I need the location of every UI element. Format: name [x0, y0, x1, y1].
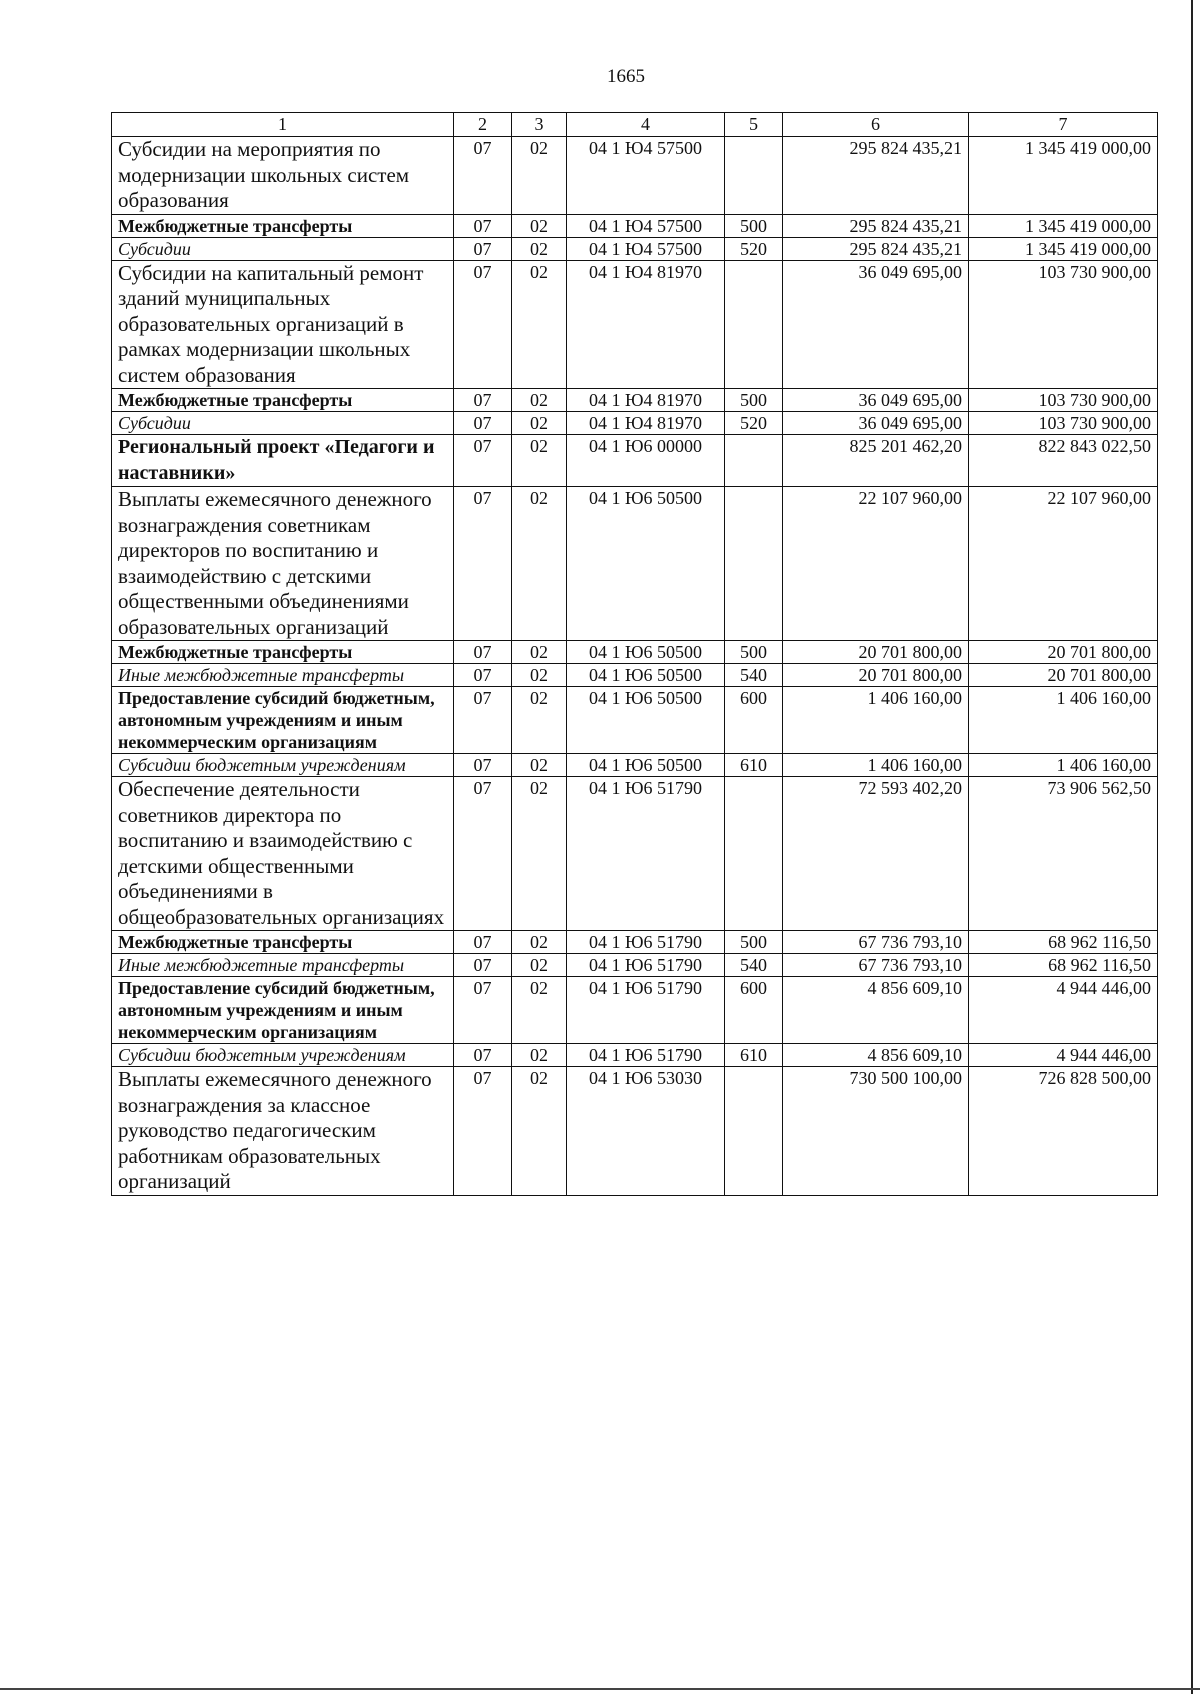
row-amount-year1: 22 107 960,00: [783, 487, 969, 641]
row-name: Иные межбюджетные трансферты: [112, 664, 454, 687]
row-target-code: 04 1 Ю4 57500: [567, 214, 725, 237]
row-amount-year1: 67 736 793,10: [783, 954, 969, 977]
row-section-code: 07: [454, 435, 512, 487]
table-row: [112, 1044, 1158, 1067]
row-name: Межбюджетные трансферты: [112, 389, 454, 412]
row-section-code: 07: [454, 641, 512, 664]
column-header-5: 5: [725, 113, 783, 137]
page-number: 1665: [607, 66, 645, 87]
row-name: Иные межбюджетные трансферты: [112, 954, 454, 977]
header-row: [112, 113, 1158, 137]
row-name: Предоставление субсидий бюджетным, автономным учреждениям и иным некоммерческим организациям: [112, 687, 454, 754]
row-target-code: 04 1 Ю6 50500: [567, 641, 725, 664]
row-target-code: 04 1 Ю4 81970: [567, 389, 725, 412]
row-amount-year2: 1 406 160,00: [969, 754, 1158, 777]
row-target-code: 04 1 Ю4 57500: [567, 137, 725, 215]
row-amount-year1: 730 500 100,00: [783, 1067, 969, 1196]
row-subsection-code: 02: [512, 487, 567, 641]
row-amount-year1: 295 824 435,21: [783, 137, 969, 215]
row-expense-type: [725, 777, 783, 931]
row-target-code: 04 1 Ю4 81970: [567, 260, 725, 389]
row-amount-year2: 4 944 446,00: [969, 977, 1158, 1044]
row-expense-type: 520: [725, 412, 783, 435]
row-subsection-code: 02: [512, 641, 567, 664]
table-row: [112, 664, 1158, 687]
table-row: [112, 260, 1158, 389]
budget-table: [111, 112, 1158, 1196]
row-amount-year1: 72 593 402,20: [783, 777, 969, 931]
row-subsection-code: 02: [512, 687, 567, 754]
row-section-code: 07: [454, 1044, 512, 1067]
row-subsection-code: 02: [512, 389, 567, 412]
row-target-code: 04 1 Ю6 50500: [567, 754, 725, 777]
row-subsection-code: 02: [512, 1067, 567, 1196]
table-row: [112, 487, 1158, 641]
row-subsection-code: 02: [512, 412, 567, 435]
row-name: Межбюджетные трансферты: [112, 214, 454, 237]
row-subsection-code: 02: [512, 777, 567, 931]
scan-edge-right: [1191, 0, 1193, 1694]
row-section-code: 07: [454, 237, 512, 260]
scan-edge-bottom: [0, 1688, 1200, 1690]
row-target-code: 04 1 Ю6 51790: [567, 977, 725, 1044]
row-section-code: 07: [454, 931, 512, 954]
row-target-code: 04 1 Ю4 57500: [567, 237, 725, 260]
row-section-code: 07: [454, 260, 512, 389]
row-amount-year2: 103 730 900,00: [969, 260, 1158, 389]
row-target-code: 04 1 Ю6 51790: [567, 777, 725, 931]
row-target-code: 04 1 Ю6 50500: [567, 687, 725, 754]
row-subsection-code: 02: [512, 214, 567, 237]
row-amount-year2: 1 345 419 000,00: [969, 214, 1158, 237]
row-amount-year2: 1 406 160,00: [969, 687, 1158, 754]
row-amount-year1: 4 856 609,10: [783, 977, 969, 1044]
row-expense-type: [725, 435, 783, 487]
row-subsection-code: 02: [512, 260, 567, 389]
row-expense-type: 600: [725, 977, 783, 1044]
table-row: [112, 777, 1158, 931]
row-expense-type: [725, 137, 783, 215]
row-amount-year2: 68 962 116,50: [969, 931, 1158, 954]
row-expense-type: 540: [725, 664, 783, 687]
row-amount-year1: 36 049 695,00: [783, 260, 969, 389]
row-expense-type: 500: [725, 641, 783, 664]
column-header-4: 4: [567, 113, 725, 137]
row-amount-year1: 4 856 609,10: [783, 1044, 969, 1067]
row-section-code: 07: [454, 687, 512, 754]
row-name: Субсидии на капитальный ремонт зданий муниципальных образовательных организаций в рамках модернизации школьных систем образования: [112, 260, 454, 389]
row-amount-year2: 822 843 022,50: [969, 435, 1158, 487]
row-amount-year1: 1 406 160,00: [783, 687, 969, 754]
row-subsection-code: 02: [512, 977, 567, 1044]
row-section-code: 07: [454, 412, 512, 435]
row-section-code: 07: [454, 977, 512, 1044]
row-amount-year1: 825 201 462,20: [783, 435, 969, 487]
row-amount-year2: 1 345 419 000,00: [969, 237, 1158, 260]
row-name: Предоставление субсидий бюджетным, автономным учреждениям и иным некоммерческим организациям: [112, 977, 454, 1044]
table-row: [112, 435, 1158, 487]
row-section-code: 07: [454, 777, 512, 931]
row-expense-type: 500: [725, 214, 783, 237]
row-target-code: 04 1 Ю6 53030: [567, 1067, 725, 1196]
row-amount-year2: 22 107 960,00: [969, 487, 1158, 641]
row-subsection-code: 02: [512, 954, 567, 977]
row-section-code: 07: [454, 754, 512, 777]
row-name: Субсидии: [112, 412, 454, 435]
table-row: [112, 412, 1158, 435]
table-row: [112, 931, 1158, 954]
row-subsection-code: 02: [512, 754, 567, 777]
row-section-code: 07: [454, 137, 512, 215]
row-section-code: 07: [454, 389, 512, 412]
row-amount-year2: 4 944 446,00: [969, 1044, 1158, 1067]
row-amount-year1: 1 406 160,00: [783, 754, 969, 777]
row-amount-year2: 726 828 500,00: [969, 1067, 1158, 1196]
table-row: [112, 214, 1158, 237]
row-expense-type: 500: [725, 931, 783, 954]
row-name: Региональный проект «Педагоги и наставники»: [112, 435, 454, 487]
row-target-code: 04 1 Ю6 51790: [567, 954, 725, 977]
row-amount-year2: 20 701 800,00: [969, 641, 1158, 664]
row-amount-year2: 20 701 800,00: [969, 664, 1158, 687]
row-name: Выплаты ежемесячного денежного вознаграждения за классное руководство педагогическим работникам образовательных организаций: [112, 1067, 454, 1196]
row-subsection-code: 02: [512, 1044, 567, 1067]
row-target-code: 04 1 Ю6 51790: [567, 1044, 725, 1067]
row-amount-year1: 36 049 695,00: [783, 412, 969, 435]
row-section-code: 07: [454, 1067, 512, 1196]
row-section-code: 07: [454, 487, 512, 641]
row-expense-type: [725, 260, 783, 389]
table-row: [112, 237, 1158, 260]
table-row: [112, 137, 1158, 215]
column-header-1: 1: [112, 113, 454, 137]
row-section-code: 07: [454, 664, 512, 687]
row-name: Межбюджетные трансферты: [112, 931, 454, 954]
column-header-7: 7: [969, 113, 1158, 137]
row-name: Межбюджетные трансферты: [112, 641, 454, 664]
row-section-code: 07: [454, 954, 512, 977]
row-amount-year2: 73 906 562,50: [969, 777, 1158, 931]
row-expense-type: 500: [725, 389, 783, 412]
row-amount-year2: 68 962 116,50: [969, 954, 1158, 977]
row-name: Субсидии на мероприятия по модернизации школьных систем образования: [112, 137, 454, 215]
row-amount-year1: 295 824 435,21: [783, 214, 969, 237]
table-row: [112, 754, 1158, 777]
table-row: [112, 977, 1158, 1044]
row-amount-year1: 36 049 695,00: [783, 389, 969, 412]
row-expense-type: 540: [725, 954, 783, 977]
table-row: [112, 954, 1158, 977]
row-name: Субсидии: [112, 237, 454, 260]
row-amount-year2: 103 730 900,00: [969, 389, 1158, 412]
table-row: [112, 1067, 1158, 1196]
table-row: [112, 687, 1158, 754]
row-subsection-code: 02: [512, 435, 567, 487]
column-header-6: 6: [783, 113, 969, 137]
row-target-code: 04 1 Ю6 00000: [567, 435, 725, 487]
row-amount-year1: 67 736 793,10: [783, 931, 969, 954]
table-row: [112, 389, 1158, 412]
row-subsection-code: 02: [512, 137, 567, 215]
row-target-code: 04 1 Ю6 50500: [567, 664, 725, 687]
row-expense-type: [725, 487, 783, 641]
row-subsection-code: 02: [512, 237, 567, 260]
row-name: Обеспечение деятельности советников директора по воспитанию и взаимодействию с детскими общественными объединениями в общеобразовательных организациях: [112, 777, 454, 931]
row-section-code: 07: [454, 214, 512, 237]
row-target-code: 04 1 Ю4 81970: [567, 412, 725, 435]
row-expense-type: 600: [725, 687, 783, 754]
column-header-3: 3: [512, 113, 567, 137]
row-target-code: 04 1 Ю6 50500: [567, 487, 725, 641]
row-name: Субсидии бюджетным учреждениям: [112, 754, 454, 777]
row-amount-year1: 20 701 800,00: [783, 664, 969, 687]
row-amount-year1: 20 701 800,00: [783, 641, 969, 664]
row-subsection-code: 02: [512, 931, 567, 954]
row-expense-type: 520: [725, 237, 783, 260]
table-row: [112, 641, 1158, 664]
column-header-2: 2: [454, 113, 512, 137]
row-name: Субсидии бюджетным учреждениям: [112, 1044, 454, 1067]
row-amount-year2: 103 730 900,00: [969, 412, 1158, 435]
row-target-code: 04 1 Ю6 51790: [567, 931, 725, 954]
row-expense-type: 610: [725, 1044, 783, 1067]
row-amount-year1: 295 824 435,21: [783, 237, 969, 260]
row-expense-type: 610: [725, 754, 783, 777]
row-subsection-code: 02: [512, 664, 567, 687]
row-name: Выплаты ежемесячного денежного вознаграждения советникам директоров по воспитанию и взаимодействию с детскими общественными объединениями образовательных организаций: [112, 487, 454, 641]
row-amount-year2: 1 345 419 000,00: [969, 137, 1158, 215]
row-expense-type: [725, 1067, 783, 1196]
